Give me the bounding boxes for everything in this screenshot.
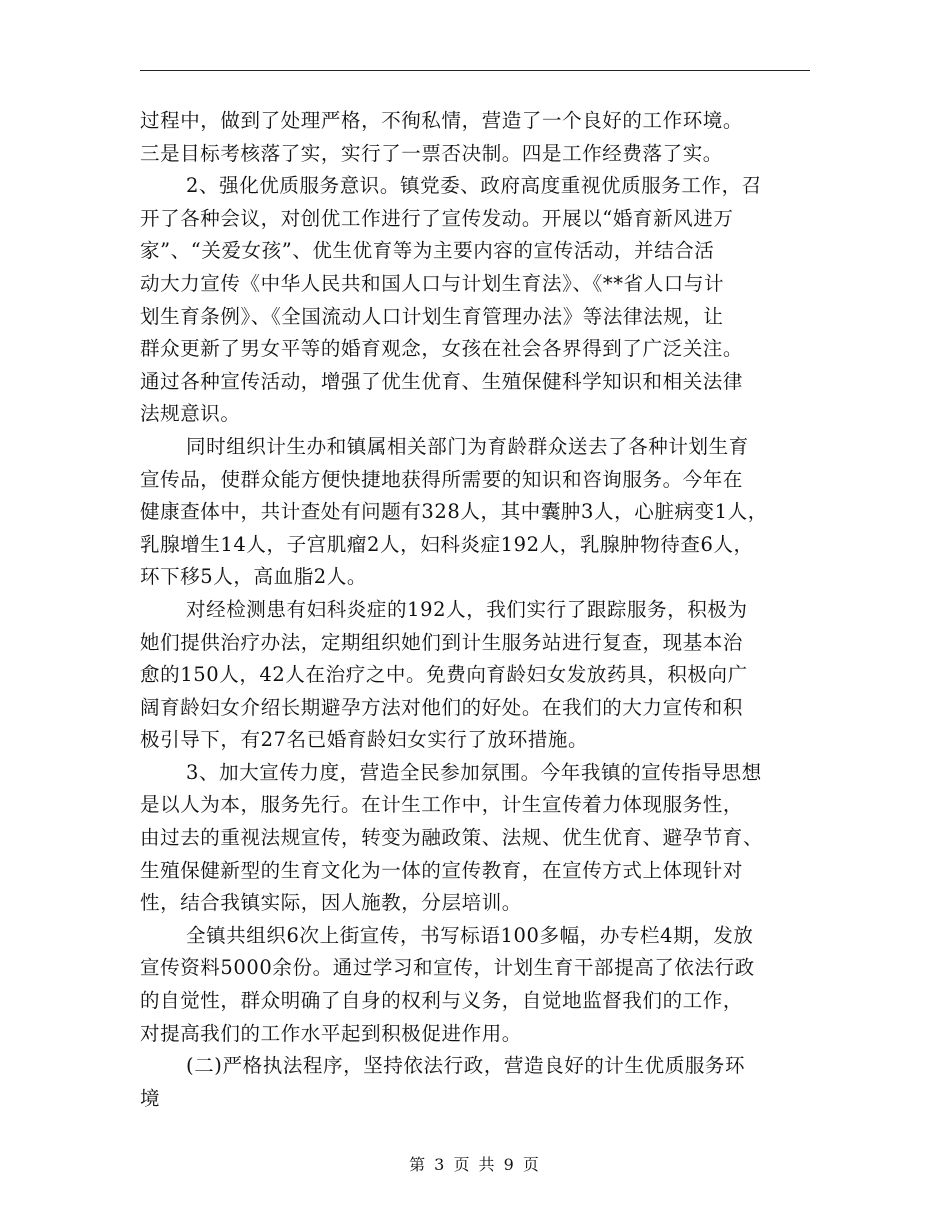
text-line: 她们提供治疗办法，定期组织她们到计生服务站进行复查，现基本治 <box>140 630 744 654</box>
header-rule <box>140 70 810 71</box>
document-body <box>140 105 820 1115</box>
text-line: 的自觉性，群众明确了自身的权利与义务，自觉地监督我们的工作， <box>140 989 744 1013</box>
page-number-footer: 第 3 页 共 9 页 <box>409 1155 541 1174</box>
text-line: 群众更新了男女平等的婚育观念，女孩在社会各界得到了广泛关注。 <box>140 337 744 361</box>
text-line: 对提高我们的工作水平起到积极促进作用。 <box>140 1021 522 1045</box>
text-line: 对经检测患有妇科炎症的192人，我们实行了跟踪服务，积极为 <box>186 597 748 621</box>
text-line: (二)严格执法程序，坚持依法行政，营造良好的计生优质服务环 <box>186 1054 746 1078</box>
text-line: 通过各种宣传活动，增强了优生优育、生殖保健科学知识和相关法律 <box>140 369 744 393</box>
text-line: 三是目标考核落了实，实行了一票否决制。四是工作经费落了实。 <box>140 141 723 165</box>
text-line: 环下移5人，高血脂2人。 <box>140 565 368 589</box>
text-line: 境 <box>140 1086 161 1110</box>
text-line: 开了各种会议，对创优工作进行了宣传发动。开展以“婚育新风进万 <box>140 206 734 230</box>
text-line: 乳腺增生14人，子宫肌瘤2人，妇科炎症192人，乳腺肿物待查6人， <box>140 532 754 556</box>
text-line: 性，结合我镇实际，因人施教，分层培训。 <box>140 891 522 915</box>
text-line: 全镇共组织6次上街宣传，书写标语100多幅，办专栏4期，发放 <box>186 923 754 947</box>
text-line: 过程中，做到了处理严格，不徇私情，营造了一个良好的工作环境。 <box>140 109 744 132</box>
text-line: 阔育龄妇女介绍长期避孕方法对他们的好处。在我们的大力宣传和积 <box>140 695 744 719</box>
text-line: 同时组织计生办和镇属相关部门为育龄群众送去了各种计划生育 <box>186 434 749 458</box>
text-line: 宣传品，使群众能方便快捷地获得所需要的知识和咨询服务。今年在 <box>140 467 744 491</box>
text-line: 3、加大宣传力度，营造全民参加氛围。今年我镇的宣传指导思想 <box>186 760 762 784</box>
text-line: 2、强化优质服务意识。镇党委、政府高度重视优质服务工作，召 <box>186 174 762 198</box>
text-line: 宣传资料5000余份。通过学习和宣传，计划生育干部提高了依法行政 <box>140 956 755 980</box>
text-line: 生殖保健新型的生育文化为一体的宣传教育，在宣传方式上体现针对 <box>140 858 744 882</box>
text-line: 法规意识。 <box>140 402 241 426</box>
text-line: 由过去的重视法规宣传，转变为融政策、法规、优生优育、避孕节育、 <box>140 826 764 850</box>
text-line: 划生育条例》、《全国流动人口计划生育管理办法》等法律法规，让 <box>140 304 724 328</box>
text-line: 愈的150人，42人在治疗之中。免费向育龄妇女发放药具，积极向广 <box>140 663 748 687</box>
text-line: 极引导下，有27名已婚育龄妇女实行了放环措施。 <box>140 728 589 752</box>
text-line: 动大力宣传《中华人民共和国人口与计划生育法》、《**省人口与计 <box>140 271 725 295</box>
text-line: 健康查体中，共计查处有问题有328人，其中囊肿3人，心脏病变1人， <box>140 500 768 524</box>
text-line: 是以人为本，服务先行。在计生工作中，计生宣传着力体现服务性， <box>140 793 744 817</box>
text-line: 家”、“关爱女孩”、优生优育等为主要内容的宣传活动，并结合活 <box>140 239 715 263</box>
